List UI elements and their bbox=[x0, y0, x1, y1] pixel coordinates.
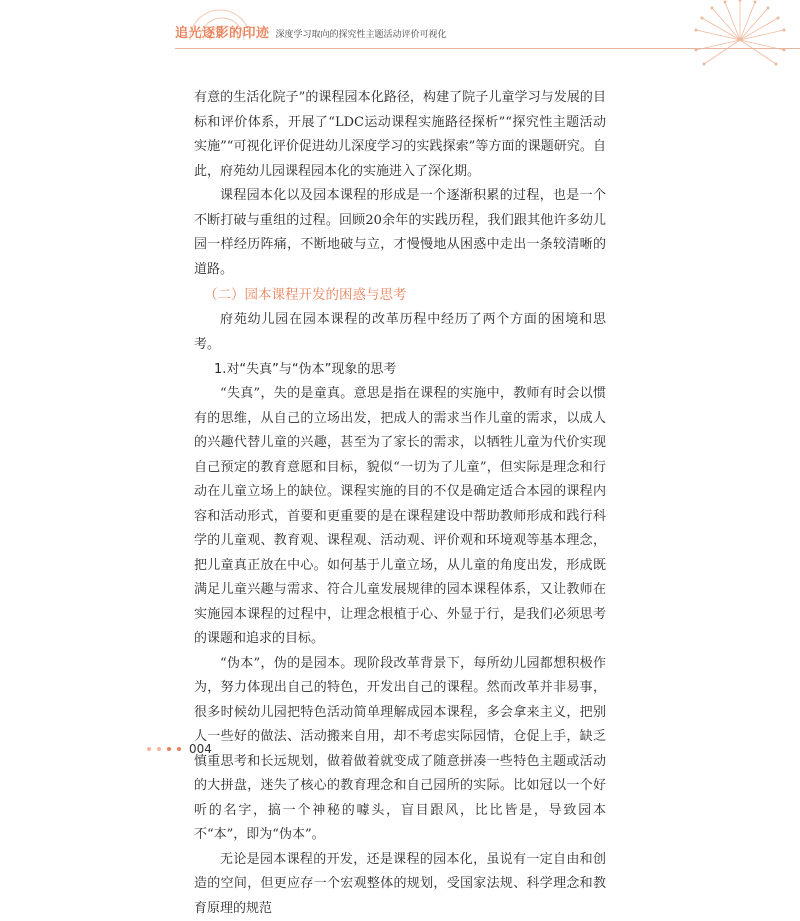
paragraph: 课程园本化以及园本课程的形成是一个逐渐积累的过程，也是一个不断打破与重组的过程。回顾20余年的实践历程，我们跟其他许多幼儿园一样经历阵痛，不断地破与立，才慢慢地从困惑中走出一条较清晰的道路。 bbox=[194, 184, 606, 282]
sunburst-decoration bbox=[680, 0, 800, 75]
page-footer bbox=[147, 742, 212, 756]
page-number: 004 bbox=[189, 742, 212, 756]
paragraph: 有意的生活化院子”的课程园本化路径，构建了院子儿童学习与发展的目标和评价体系，开展了“LDC运动课程实施路径探析”“探究性主题活动实施”“可视化评价促进幼儿深度学习的实践探索”等方面的课题研究。自此，府苑幼儿园课程园本化的实施进入了深化期。 bbox=[194, 86, 606, 184]
header-rule bbox=[175, 48, 800, 49]
section-heading: （二）园本课程开发的困惑与思考 bbox=[204, 282, 606, 308]
footer-dot bbox=[147, 747, 151, 751]
footer-dot bbox=[157, 747, 161, 751]
sub-heading: 1.对“失真”与“伪本”现象的思考 bbox=[214, 357, 606, 382]
paragraph: “伪本”，伪的是园本。现阶段改革背景下，每所幼儿园都想积极作为，努力体现出自己的特色，开发出自己的课程。然而改革并非易事，很多时候幼儿园把特色活动简单理解成园本课程，多会拿来主义，把别人一些好的做法、活动搬来自用，却不考虑实际园情，仓促上手，缺乏慎重思考和长远规划，做着做着就变成了随意拼凑一些特色主题或活动的大拼盘，迷失了核心的教育理念和自己园所的实际。比如冠以一个好听的名字，搞一个神秘的噱头，盲目跟风，比比皆是，导致园本不“本”，即为“伪本”。 bbox=[194, 652, 606, 848]
page-body bbox=[194, 86, 606, 921]
book-subtitle: 深度学习取向的探究性主题活动评价可视化 bbox=[276, 27, 447, 40]
paragraph: 无论是园本课程的开发，还是课程的园本化，虽说有一定自由和创造的空间，但更应存一个宏观整体的规划，受国家法规、科学理念和教育原理的规范 bbox=[194, 848, 606, 921]
paragraph: 府苑幼儿园在园本课程的改革历程中经历了两个方面的困境和思考。 bbox=[194, 308, 606, 357]
footer-dot bbox=[177, 747, 181, 751]
paragraph: “失真”，失的是童真。意思是指在课程的实施中，教师有时会以惯有的思维，从自己的立场出发，把成人的需求当作儿童的需求，以成人的兴趣代替儿童的兴趣，甚至为了家长的需求，以牺牲儿童为代价实现自己预定的教育意愿和目标，貌似“一切为了儿童”，但实际是理念和行动在儿童立场上的缺位。课程实施的目的不仅是确定适合本园的课程内容和活动形式，首要和更重要的是在课程建设中帮助教师形成和践行科学的儿童观、教育观、课程观、活动观、评价观和环境观等基本理念，把儿童真正放在中心。如何基于儿童立场，从儿童的角度出发，形成既满足儿童兴趣与需求、符合儿童发展规律的园本课程体系，又让教师在实施园本课程的过程中，让理念根植于心、外显于行，是我们必须思考的课题和追求的目标。 bbox=[194, 382, 606, 652]
book-title: 追光逐影的印迹 bbox=[175, 22, 270, 41]
running-header bbox=[175, 22, 447, 46]
footer-dot bbox=[167, 747, 171, 751]
